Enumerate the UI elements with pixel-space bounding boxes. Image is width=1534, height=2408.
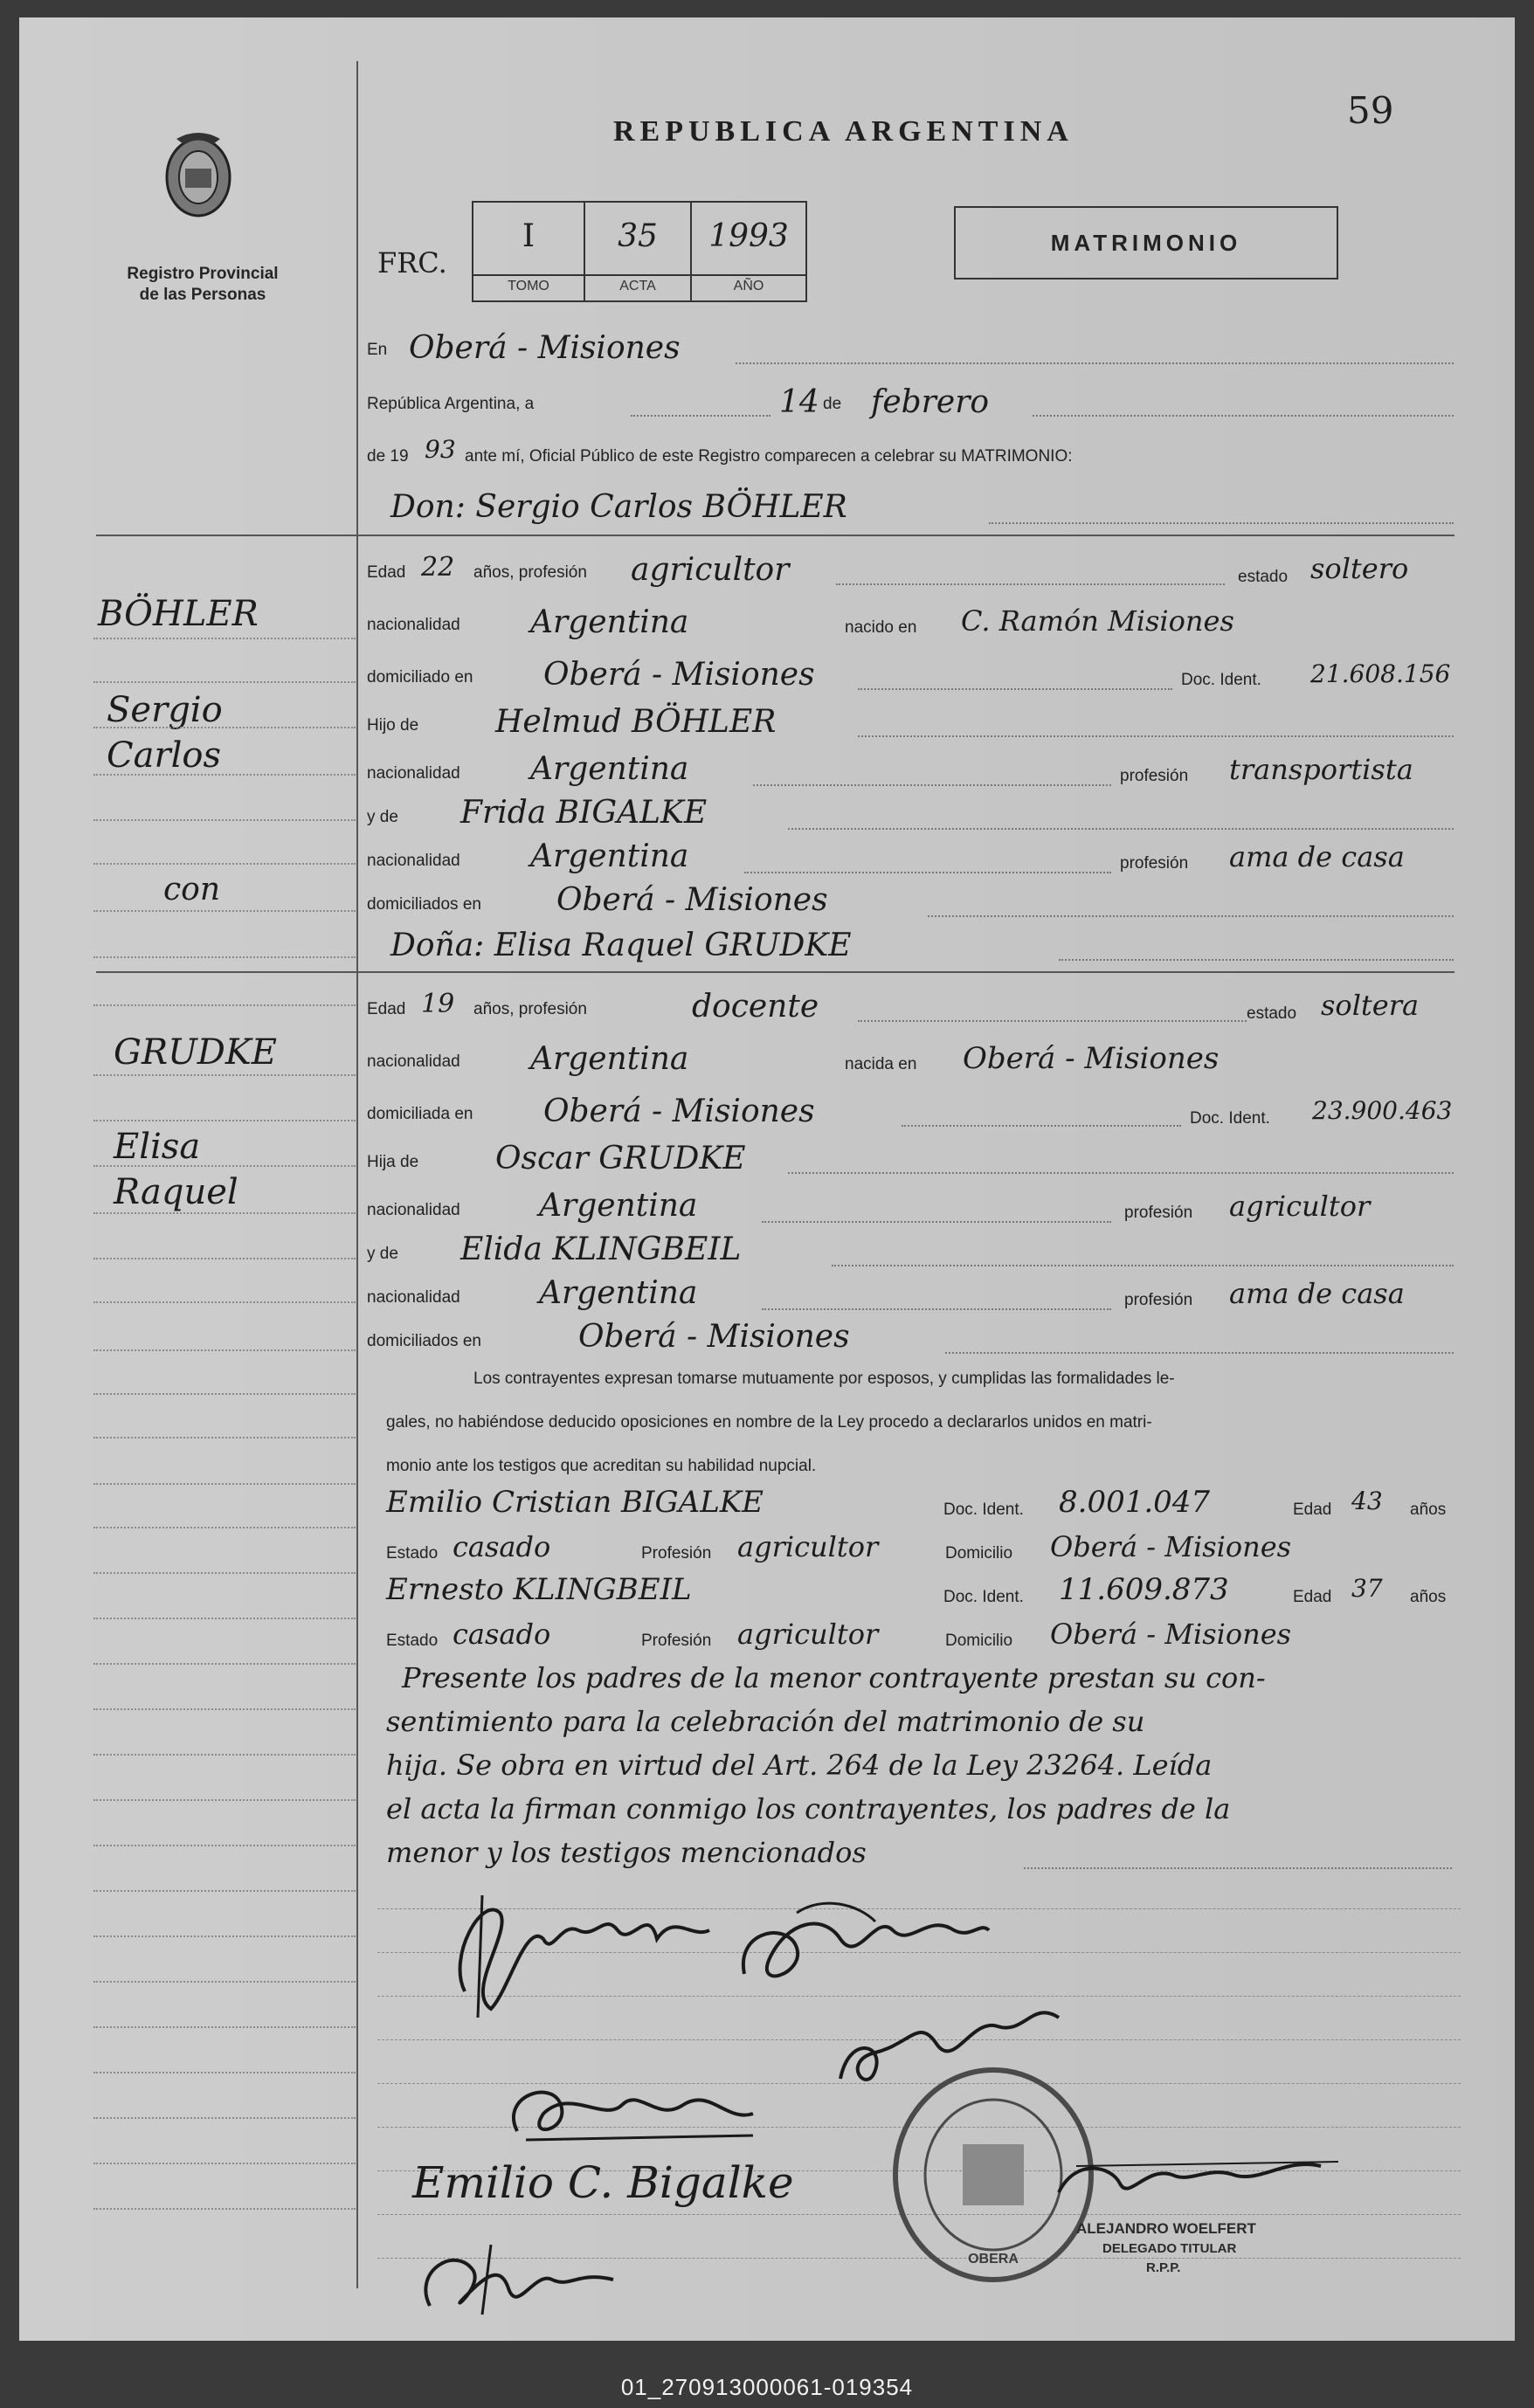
official-title2: R.P.P.	[1146, 2260, 1181, 2275]
bride-domicile: Oberá - Misiones	[543, 1094, 815, 1129]
declaration-line3: monio ante los testigos que acreditan su habilidad nupcial.	[386, 1457, 817, 1475]
witness2-estado: casado	[453, 1618, 551, 1651]
witness2-edad-label: Edad	[1293, 1588, 1332, 1606]
bride-age: 19	[421, 989, 455, 1019]
bride-profession: docente	[692, 989, 819, 1025]
groom-mother: Frida BIGALKE	[460, 795, 708, 831]
margin-bride-surname: GRUDKE	[114, 1032, 277, 1073]
witness1-name: Emilio Cristian BIGALKE	[386, 1485, 764, 1520]
witness1-doc: 8.001.047	[1059, 1485, 1211, 1520]
acta-label: ACTA	[619, 279, 656, 293]
bride-father-signature	[491, 2053, 770, 2166]
witness1-estado-label: Estado	[386, 1544, 439, 1563]
witness1-domicilio-label: Domicilio	[945, 1544, 1013, 1563]
groom-age: 22	[421, 552, 455, 583]
bride-mother-nat-label: nacionalidad	[367, 1288, 460, 1307]
registry-name	[107, 264, 299, 306]
margin-bride-given1: Elisa	[114, 1127, 201, 1167]
bride-father: Oscar GRUDKE	[495, 1141, 746, 1176]
anio-value: 1993	[708, 218, 789, 254]
margin-bride-given2: Raquel	[114, 1172, 238, 1212]
groom-domiciliado-label: domiciliado en	[367, 668, 473, 687]
witness1-domicile: Oberá - Misiones	[1050, 1530, 1292, 1563]
groom-anos-profesion-label: años, profesión	[473, 563, 587, 582]
groom-birthplace: C. Ramón Misiones	[961, 604, 1234, 638]
year-suffix-value: 93	[425, 435, 456, 464]
bride-mother: Elida KLINGBEIL	[460, 1232, 742, 1267]
witness2-profesion-label: Profesión	[641, 1632, 712, 1650]
note-line4: el acta la firman conmigo los contrayentes, los padres de la	[386, 1792, 1231, 1825]
month-value: febrero	[871, 384, 990, 420]
de-label: de	[823, 395, 842, 413]
bride-nacida-label: nacida en	[845, 1055, 917, 1073]
tomo-value: I	[522, 218, 536, 254]
seal-text: OBERA	[968, 2252, 1019, 2267]
groom-doc-label: Doc. Ident.	[1181, 671, 1261, 689]
witness2-domicilio-label: Domicilio	[945, 1632, 1013, 1650]
groom-name-line: Don: Sergio Carlos BÖHLER	[390, 489, 847, 525]
bride-father-nat-label: nacionalidad	[367, 1201, 460, 1219]
note-line2: sentimiento para la celebración del matrimonio de su	[386, 1705, 1145, 1738]
groom-father-nat-label: nacionalidad	[367, 764, 460, 783]
note-line3: hija. Se obra en virtud del Art. 264 de la Ley 23264. Leída	[386, 1749, 1213, 1782]
bride-hija-label: Hija de	[367, 1153, 419, 1171]
groom-mother-prof: ama de casa	[1229, 840, 1405, 873]
bride-mother-prof-label: profesión	[1124, 1291, 1193, 1309]
de19-label: de 19	[367, 447, 409, 466]
bride-domiciliada-label: domiciliada en	[367, 1105, 473, 1123]
groom-father-prof-label: profesión	[1120, 767, 1189, 785]
country-title: REPUBLICA ARGENTINA	[613, 115, 1074, 148]
declaration-line2: gales, no habiéndose deducido oposiciones en nombre de la Ley procedo a declararlos unidos en matri-	[386, 1413, 1152, 1432]
groom-nationality: Argentina	[530, 604, 689, 640]
frc-label: FRC.	[377, 246, 447, 279]
groom-mother-nat: Argentina	[530, 838, 689, 874]
coat-of-arms-logo	[159, 127, 238, 223]
groom-father-prof: transportista	[1229, 753, 1413, 786]
witness1-profession: agricultor	[737, 1530, 879, 1563]
day-value: 14	[779, 384, 819, 420]
bride-mother-nat: Argentina	[539, 1275, 698, 1311]
groom-parents-domicile: Oberá - Misiones	[556, 882, 828, 918]
witness2-doc: 11.609.873	[1059, 1572, 1229, 1607]
bride-father-prof-label: profesión	[1124, 1204, 1193, 1222]
document-page	[19, 17, 1515, 2341]
bride-domiciliados-label: domiciliados en	[367, 1332, 481, 1350]
groom-domicile: Oberá - Misiones	[543, 657, 815, 693]
record-number-box	[472, 201, 807, 302]
witness1-doc-label: Doc. Ident.	[943, 1501, 1024, 1519]
witness1-age: 43	[1351, 1487, 1383, 1515]
bride-nacionalidad-label: nacionalidad	[367, 1052, 460, 1071]
bride-doc-label: Doc. Ident.	[1190, 1109, 1270, 1128]
bride-birthplace: Oberá - Misiones	[963, 1041, 1220, 1076]
groom-signature	[430, 1860, 718, 2026]
groom-edad-label: Edad	[367, 563, 406, 582]
bride-estado: soltera	[1321, 989, 1420, 1022]
record-type-box	[954, 206, 1338, 279]
bride-anos-profesion-label: años, profesión	[473, 1000, 587, 1018]
witness2-domicile: Oberá - Misiones	[1050, 1618, 1292, 1651]
witness1-profesion-label: Profesión	[641, 1544, 712, 1563]
place-value: Oberá - Misiones	[409, 330, 681, 366]
bride-father-nat: Argentina	[539, 1188, 698, 1224]
margin-con: con	[163, 872, 221, 907]
bride-doc: 23.900.463	[1312, 1096, 1453, 1125]
ante-text: ante mí, Oficial Público de este Registro comparecen a celebrar su MATRIMONIO:	[465, 447, 1073, 466]
official-signature	[1041, 2140, 1356, 2218]
groom-profession: agricultor	[631, 552, 790, 588]
bride-name-line: Doña: Elisa Raquel GRUDKE	[390, 928, 852, 963]
en-label: En	[367, 341, 388, 359]
witness1-edad-label: Edad	[1293, 1501, 1332, 1519]
official-title1: DELEGADO TITULAR	[1102, 2241, 1237, 2256]
anio-label: AÑO	[733, 279, 764, 293]
bride-yde-label: y de	[367, 1245, 398, 1263]
record-type: MATRIMONIO	[1050, 230, 1242, 256]
registry-line2: de las Personas	[139, 286, 266, 304]
witness2-age: 37	[1351, 1574, 1383, 1603]
bride-parents-domicile: Oberá - Misiones	[578, 1319, 850, 1355]
witness2-anos-label: años	[1410, 1588, 1447, 1606]
groom-yde-label: y de	[367, 808, 398, 826]
note-line5: menor y los testigos mencionados	[386, 1836, 867, 1869]
republica-label: República Argentina, a	[367, 395, 535, 413]
bride-estado-label: estado	[1247, 1004, 1297, 1023]
bride-nationality: Argentina	[530, 1041, 689, 1077]
registry-line1: Registro Provincial	[127, 265, 279, 283]
witness2-profession: agricultor	[737, 1618, 879, 1651]
acta-value: 35	[618, 218, 658, 254]
witness2-estado-label: Estado	[386, 1632, 439, 1650]
bride-mother-prof: ama de casa	[1229, 1277, 1405, 1310]
witness1-anos-label: años	[1410, 1501, 1447, 1519]
groom-hijo-label: Hijo de	[367, 716, 419, 735]
margin-groom-given1: Sergio	[107, 690, 223, 730]
margin-groom-given2: Carlos	[107, 735, 221, 776]
groom-nacido-label: nacido en	[845, 618, 917, 637]
bride-father-prof: agricultor	[1229, 1190, 1371, 1223]
witness2-name: Ernesto KLINGBEIL	[386, 1572, 692, 1607]
witness2-signature	[404, 2218, 631, 2332]
margin-divider	[356, 61, 358, 2288]
groom-father: Helmud BÖHLER	[495, 704, 777, 740]
witness1-signature: Emilio C. Bigalke	[412, 2157, 794, 2208]
groom-estado-label: estado	[1238, 568, 1289, 586]
groom-doc: 21.608.156	[1310, 659, 1451, 688]
declaration-line1: Los contrayentes expresan tomarse mutuamente por esposos, y cumplidas las formalidades le-	[473, 1370, 1175, 1388]
groom-mother-nat-label: nacionalidad	[367, 852, 460, 870]
witness1-estado: casado	[453, 1530, 551, 1563]
bride-edad-label: Edad	[367, 1000, 406, 1018]
tomo-label: TOMO	[508, 279, 549, 293]
page-number: 59	[1347, 89, 1394, 132]
margin-groom-surname: BÖHLER	[98, 594, 259, 634]
official-name: ALEJANDRO WOELFERT	[1076, 2220, 1256, 2237]
groom-nacionalidad-label: nacionalidad	[367, 616, 460, 634]
groom-father-nat: Argentina	[530, 751, 689, 787]
groom-mother-prof-label: profesión	[1120, 854, 1189, 873]
document-id-caption: 01_270913000061-019354	[620, 2374, 914, 2400]
witness2-doc-label: Doc. Ident.	[943, 1588, 1024, 1606]
groom-domiciliados-label: domiciliados en	[367, 895, 481, 914]
groom-estado: soltero	[1310, 552, 1409, 585]
note-line1: Presente los padres de la menor contrayente prestan su con-	[402, 1661, 1266, 1694]
